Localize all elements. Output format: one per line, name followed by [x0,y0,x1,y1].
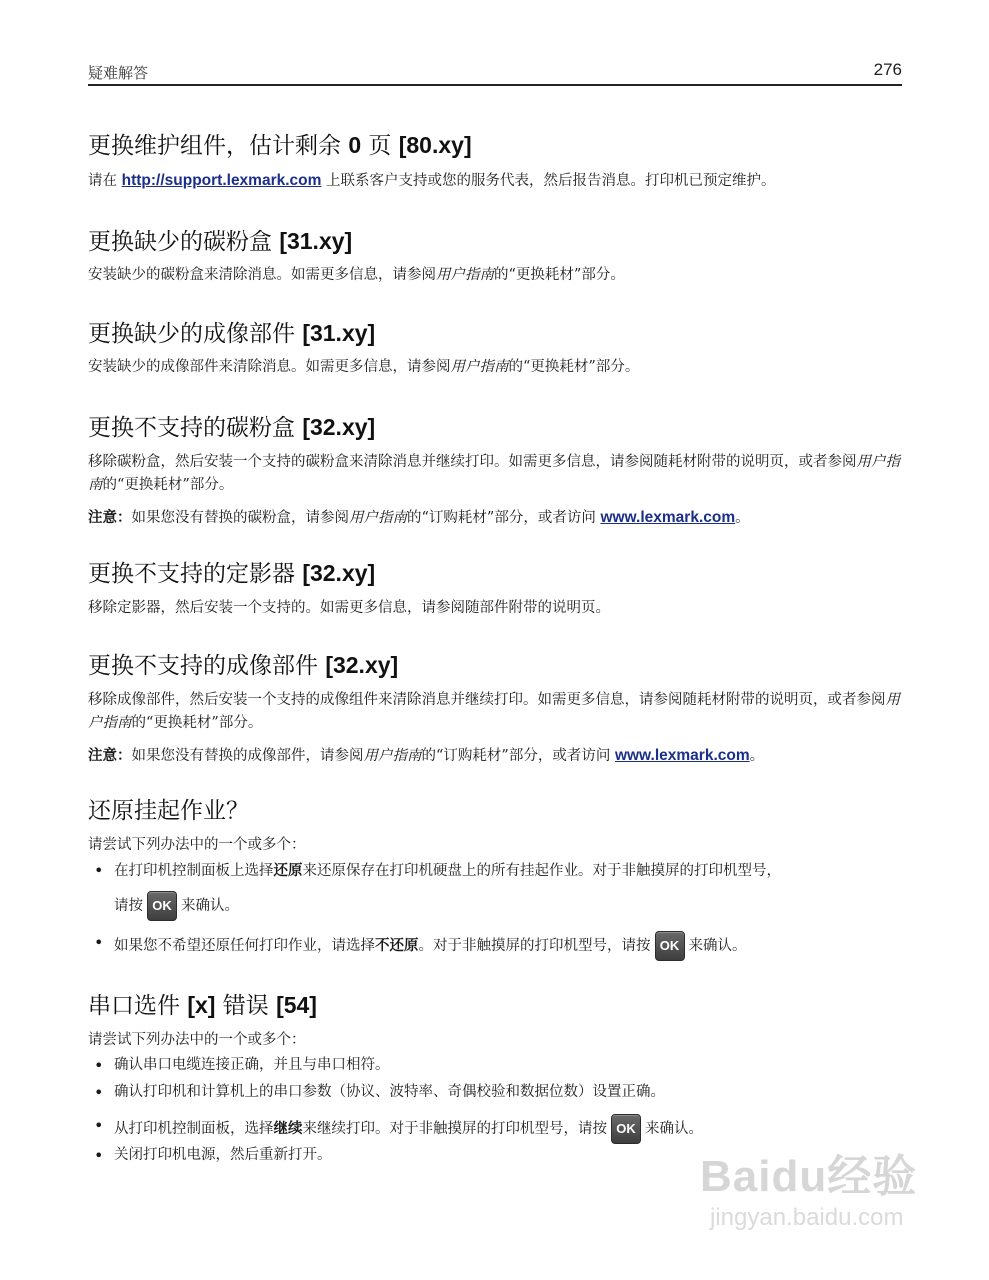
bullet-list [88,859,903,961]
watermark [700,1140,960,1260]
menu-option-continue: 继续 [273,1120,303,1137]
section-restore-held-jobs [88,796,903,961]
user-guide-ref: 用户指南 [88,454,900,493]
list-item: • 关闭打印机电源，然后重新打开。 [88,1144,903,1167]
section-body: 安装缺少的碳粉盒来清除消息。如需更多信息，请参阅用户指南的“更换耗材”部分。 [88,267,625,283]
menu-option-do-not-restore: 不还原 [375,937,419,954]
page-number: 276 [873,60,902,79]
menu-option-restore: 还原 [273,862,303,879]
section-intro: 请尝试下列办法中的一个或多个： [88,837,306,853]
section-unsupported-toner [88,412,903,530]
lexmark-link[interactable]: www.lexmark.com [600,509,736,526]
section-body: 移除碳粉盒，然后安装一个支持的碳粉盒来清除消息并继续打印。如需更多信息，请参阅随耗材附带的说明页，或者参阅用户指南的“更换耗材”部分。 [88,454,900,493]
section-body: 请在 http://support.lexmark.com 上联系客户支持或您的服务代表，然后报告消息。打印机已预定维护。 [88,172,776,189]
list-item: • 如果您不希望还原任何打印作业，请选择不还原。对于非触摸屏的打印机型号，请按 OK 来确认。 [88,931,903,961]
section-body: 移除定影器，然后安装一个支持的。如需更多信息，请参阅随部件附带的说明页。 [88,600,610,616]
note-label: 注意： [88,509,132,526]
watermark-logo: Baidu经验 [700,1152,918,1201]
section-title: 还原挂起作业？ [88,798,249,824]
section-missing-toner [88,226,903,287]
ok-button-icon: OK [147,891,177,921]
section-unsupported-imaging-unit [88,650,903,768]
ok-button-icon: OK [655,931,685,961]
list-item: • 在打印机控制面板上选择还原来还原保存在打印机硬盘上的所有挂起作业。对于非触摸屏的打印机型号， 请按 OK 来确认。 [88,859,903,921]
list-item: • 从打印机控制面板，选择继续来继续打印。对于非触摸屏的打印机型号，请按 OK 来确认。 [88,1114,903,1144]
user-guide-ref: 用户指南 [450,359,509,375]
page-header [88,60,902,86]
section-title: 更换维护组件，估计剩余 0 页 [80.xy] [88,132,472,159]
section-title: 更换不支持的定影器 [32.xy] [88,560,376,587]
lexmark-link[interactable]: www.lexmark.com [614,747,750,764]
section-intro: 请尝试下列办法中的一个或多个： [88,1032,306,1048]
section-missing-imaging-unit [88,318,903,379]
section-maintenance-kit [88,130,903,193]
section-title: 串口选件 [x] 错误 [54] [88,992,317,1019]
section-title: 更换不支持的成像部件 [32.xy] [88,652,399,679]
section-title: 更换缺少的成像部件 [31.xy] [88,320,376,347]
section-body: 移除成像部件，然后安装一个支持的成像组件来清除消息并继续打印。如需更多信息，请参阅随耗材附带的说明页，或者参阅用户指南的“更换耗材”部分。 [88,692,900,731]
section-title: 更换不支持的碳粉盒 [32.xy] [88,414,376,441]
user-guide-ref: 用户指南 [88,692,900,731]
section-body: 安装缺少的成像部件来清除消息。如需更多信息，请参阅用户指南的“更换耗材”部分。 [88,359,640,375]
support-link[interactable]: http://support.lexmark.com [121,172,322,189]
list-item: • 确认打印机和计算机上的串口参数（协议、波特率、奇偶校验和数据位数）设置正确。 [88,1081,903,1104]
note-label: 注意： [88,747,132,764]
list-item: • 确认串口电缆连接正确，并且与串口相符。 [88,1054,903,1077]
user-guide-ref: 用户指南 [436,267,494,283]
section-unsupported-fuser [88,558,903,620]
section-title: 更换缺少的碳粉盒 [31.xy] [88,228,353,255]
header-title: 疑难解答 [88,64,149,82]
ok-button-icon: OK [611,1114,641,1144]
watermark-url: jingyan.baidu.com [710,1204,904,1231]
note: 注意：如果您没有替换的成像部件，请参阅用户指南的“订购耗材”部分，或者访问 www.lexmark.com。 [88,747,765,764]
note: 注意：如果您没有替换的碳粉盒，请参阅用户指南的“订购耗材”部分，或者访问 www.lexmark.com。 [88,509,750,526]
